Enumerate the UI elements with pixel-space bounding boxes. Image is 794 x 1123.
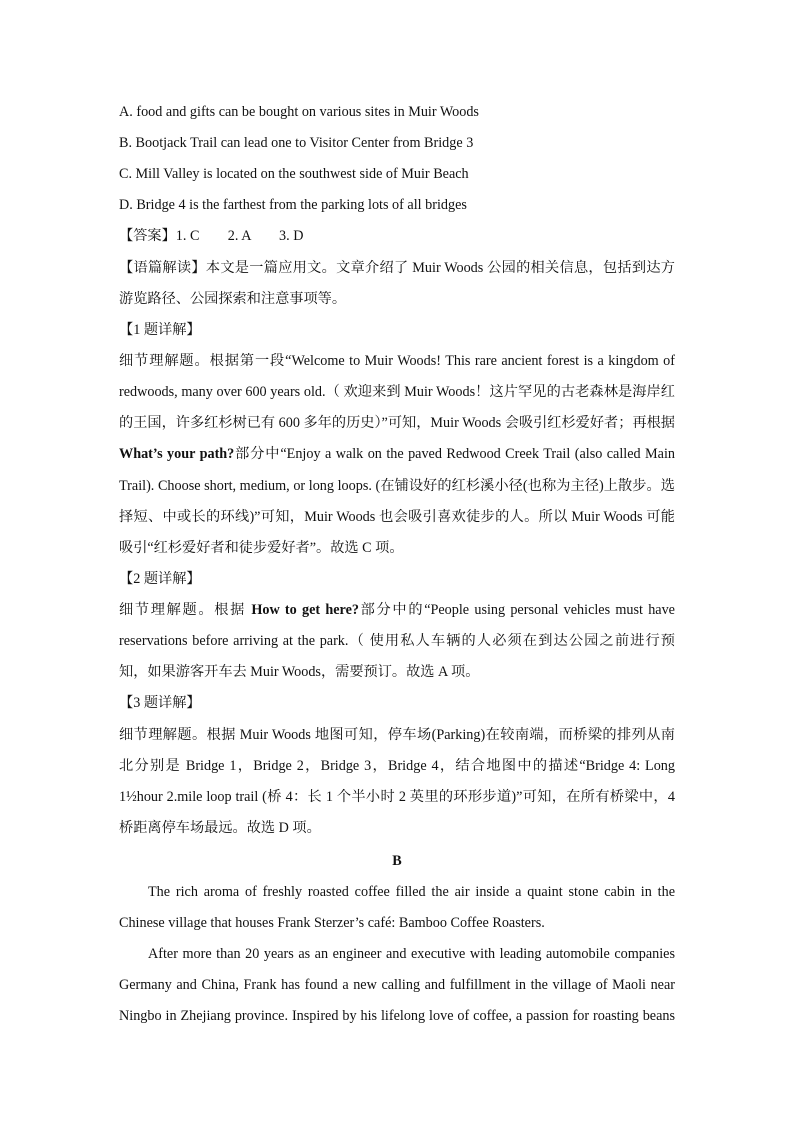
b-p2-line-2: Germany and China, Frank has found a new calling and fulfillment in the village of Maoli near (119, 977, 675, 993)
option-b: B. Bootjack Trail can lead one to Visitor Center from Bridge 3 (119, 135, 474, 151)
option-d: D. Bridge 4 is the farthest from the parking lots of all bridges (119, 197, 467, 213)
q3-line-4: 桥距离停车场最远。故选 D 项。 (119, 820, 321, 836)
answer-label: 【答案】 (119, 228, 176, 244)
b-p1-line-2: Chinese village that houses Frank Sterzer’s café: Bamboo Coffee Roasters. (119, 915, 545, 931)
q1-line-4 (119, 444, 675, 464)
q2-section-ref: How to get here? (251, 602, 359, 618)
q1-line-7: 吸引“红杉爱好者和徒步爱好者”。故选 C 项。 (119, 540, 404, 556)
b-p1-line-1: The rich aroma of freshly roasted coffee filled the air inside a quaint stone cabin in the (148, 884, 675, 900)
q1-line-3: 的王国，许多红杉树已有 600 多年的历史）”可知，Muir Woods 会吸引红杉爱好者；再根据 (119, 415, 675, 431)
section-b-title: B (392, 853, 402, 869)
q3-line-3: 1½hour 2.mile loop trail (桥 4：长 1 个半小时 2 英里的环形步道)”可知，在所有桥梁中，4 (119, 789, 675, 805)
q2-line-3: 知，如果游客开车去 Muir Woods，需要预订。故选 A 项。 (119, 664, 480, 680)
option-a: A. food and gifts can be bought on various sites in Muir Woods (119, 104, 479, 120)
answer-line (119, 226, 675, 246)
q2-line-1-pre: 细节理解题。根据 (119, 602, 252, 618)
q1-line-4-rest: 部分中“Enjoy a walk on the paved Redwood Creek Trail (also called Main (234, 446, 675, 462)
summary-line-1 (119, 258, 675, 278)
summary-line-2: 游览路径、公园探索和注意事项等。 (119, 291, 347, 307)
option-c: C. Mill Valley is located on the southwest side of Muir Beach (119, 166, 469, 182)
q3-line-2: 北分别是 Bridge 1，Bridge 2，Bridge 3，Bridge 4，结合地图中的描述“Bridge 4: Long (119, 758, 675, 774)
summary-text-1: 本文是一篇应用文。文章介绍了 Muir Woods 公园的相关信息，包括到达方 (205, 260, 675, 276)
q1-heading: 【1 题详解】 (119, 322, 201, 338)
b-p2-line-3: Ningbo in Zhejiang province. Inspired by his lifelong love of coffee, a passion for roasting beans (119, 1008, 675, 1024)
q1-line-1: 细节理解题。根据第一段“Welcome to Muir Woods! This rare ancient forest is a kingdom of (119, 353, 675, 369)
answer-text: 1. C 2. A 3. D (175, 228, 304, 244)
q2-line-2: reservations before arriving at the park.（ 使用私人车辆的人必须在到达公园之前进行预 (119, 633, 675, 649)
q2-line-1 (119, 600, 675, 620)
q1-line-2: redwoods, many over 600 years old.（ 欢迎来到 Muir Woods！这片罕见的古老森林是海岸红 (119, 384, 675, 400)
q3-line-1: 细节理解题。根据 Muir Woods 地图可知，停车场(Parking)在较南端，而桥梁的排列从南 (119, 727, 675, 743)
q1-line-6: 择短、中或长的环线)”可知，Muir Woods 也会吸引喜欢徒步的人。所以 Muir Woods 可能 (119, 509, 675, 525)
summary-label: 【语篇解读】 (119, 260, 206, 276)
b-p2-line-1: After more than 20 years as an engineer and executive with leading automobile companies (148, 946, 675, 962)
q1-line-5: Trail). Choose short, medium, or long loops. (在铺设好的红杉溪小径(也称为主径)上散步。选 (119, 478, 675, 494)
q1-section-ref: What’s your path? (119, 446, 235, 462)
q2-heading: 【2 题详解】 (119, 571, 201, 587)
q3-heading: 【3 题详解】 (119, 695, 201, 711)
q2-line-1-rest: 部分中的“People using personal vehicles must have (358, 602, 675, 618)
